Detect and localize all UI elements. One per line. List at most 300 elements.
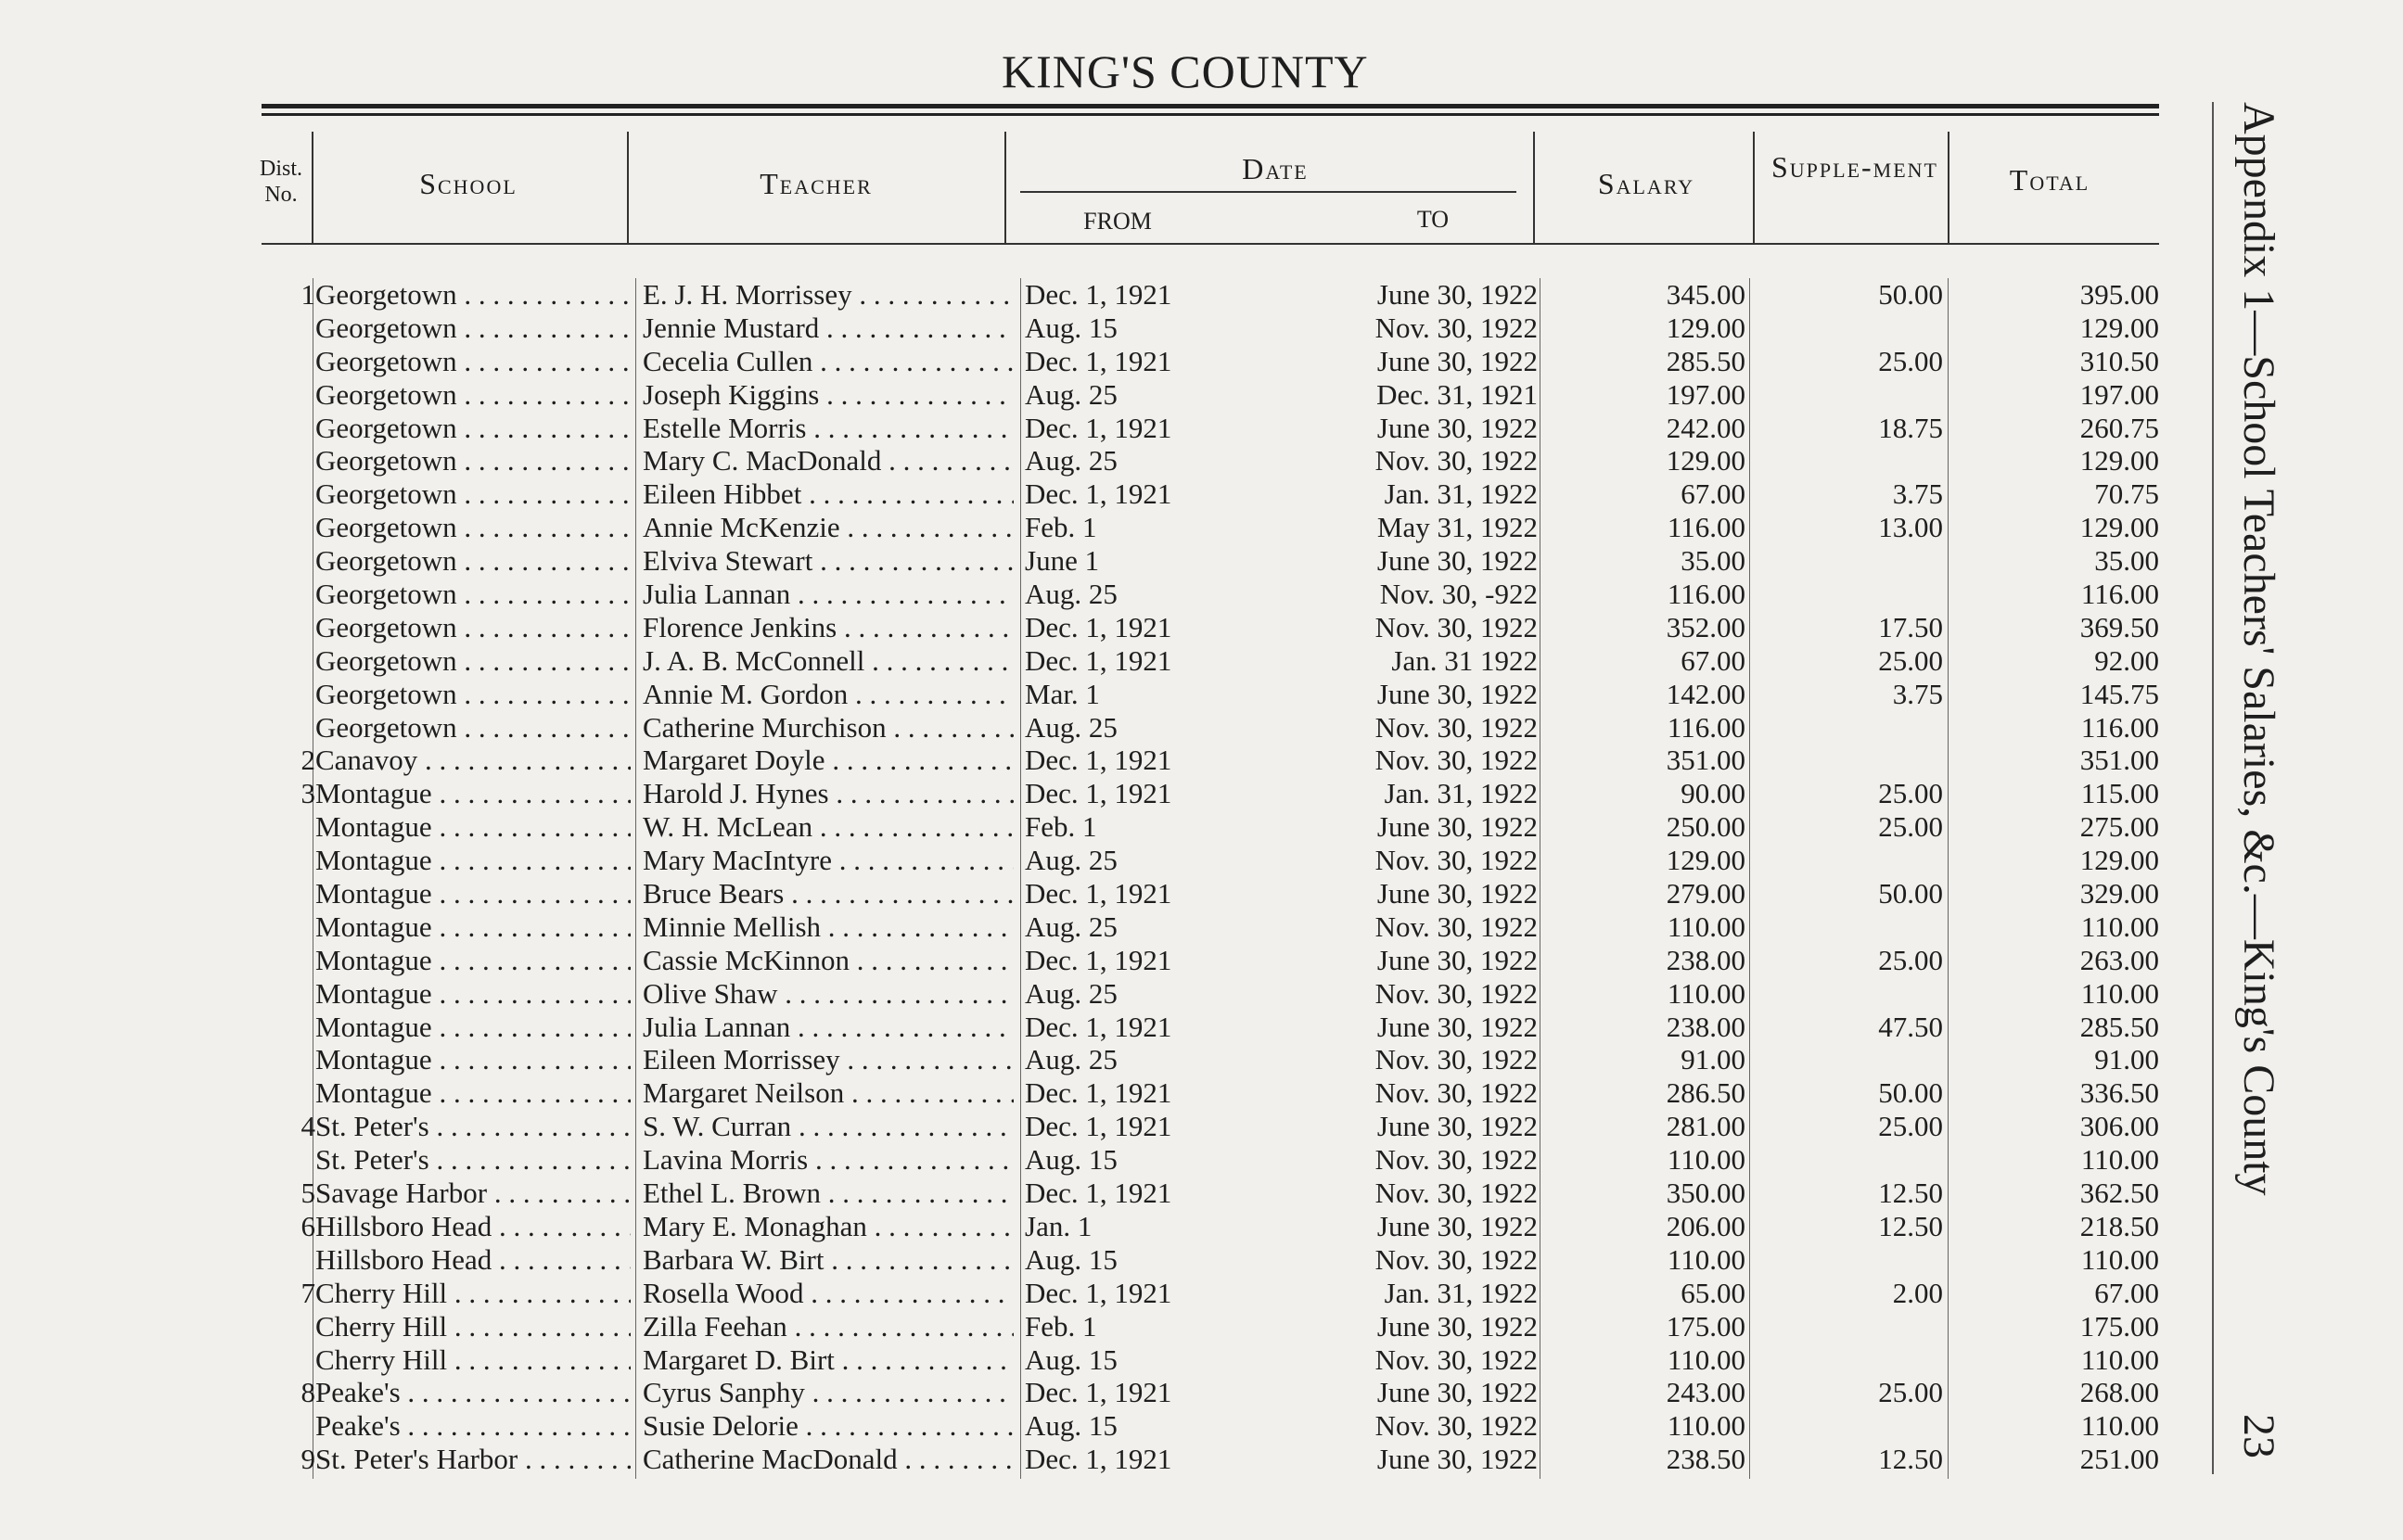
date-to-cell: Nov. 30, 1922: [1374, 1043, 1538, 1076]
teacher-cell: Ethel L. Brown . . .: [643, 1177, 1014, 1210]
school-cell: Georgetown . . .: [315, 477, 631, 511]
date-from-cell: Aug. 15: [1025, 1409, 1118, 1443]
school-cell: Montague . . .: [315, 944, 631, 977]
date-to-cell: Nov. 30, 1922: [1374, 744, 1538, 777]
supplement-cell: 25.00: [1878, 1376, 1943, 1409]
school-cell: Montague . . .: [315, 844, 631, 877]
date-to-cell: June 30, 1922: [1376, 278, 1538, 311]
total-cell: 92.00: [2094, 643, 2159, 677]
teacher-cell: Jennie Mustard . . .: [643, 312, 1014, 345]
table-row: [0, 1177, 2226, 1210]
col-divider: [1533, 132, 1535, 243]
school-cell: Montague . . .: [315, 1011, 631, 1044]
salary-cell: 197.00: [1666, 377, 1745, 411]
total-cell: 115.00: [2080, 777, 2159, 810]
supplement-cell: 25.00: [1878, 1110, 1943, 1143]
total-cell: 35.00: [2094, 544, 2159, 578]
total-cell: 110.00: [2080, 976, 2159, 1010]
salary-cell: 351.00: [1666, 744, 1745, 777]
total-cell: 70.75: [2094, 477, 2159, 511]
date-to-cell: Nov. 30, 1922: [1374, 1242, 1538, 1276]
school-cell: Montague . . .: [315, 810, 631, 844]
total-cell: 145.75: [2079, 677, 2159, 710]
teacher-cell: Eileen Morrissey . . .: [643, 1043, 1014, 1076]
total-cell: 218.50: [2079, 1209, 2159, 1242]
salary-cell: 110.00: [1667, 1409, 1745, 1443]
date-from-cell: Dec. 1, 1921: [1025, 744, 1172, 777]
salary-cell: 250.00: [1666, 810, 1745, 844]
total-cell: 275.00: [2079, 810, 2159, 844]
total-cell: 369.50: [2079, 610, 2159, 643]
salary-cell: 238.00: [1666, 943, 1745, 976]
date-from-cell: Dec. 1, 1921: [1025, 943, 1172, 976]
date-to-cell: Dec. 31, 1921: [1376, 377, 1538, 411]
teacher-cell: Margaret Neilson . . .: [643, 1076, 1014, 1110]
teacher-cell: Julia Lannan . . .: [643, 1011, 1014, 1044]
table-row: [0, 910, 2226, 944]
salary-cell: 285.50: [1666, 344, 1745, 377]
table-row: [0, 644, 2226, 678]
date-to-cell: Jan. 31, 1922: [1384, 1276, 1538, 1309]
total-cell: 129.00: [2079, 311, 2159, 344]
total-cell: 251.00: [2079, 1443, 2159, 1476]
date-from-cell: Aug. 25: [1025, 710, 1118, 744]
date-to-cell: June 30, 1922: [1376, 1010, 1538, 1043]
date-from-cell: Aug. 25: [1025, 578, 1118, 611]
table-row: [0, 312, 2226, 345]
dist-cell: 2: [300, 744, 315, 777]
salary-cell: 345.00: [1666, 278, 1745, 311]
col-header-total: Total: [2009, 163, 2090, 197]
school-cell: St. Peter's . . .: [315, 1110, 631, 1143]
teacher-cell: Cecelia Cullen . . .: [643, 345, 1014, 378]
salary-cell: 67.00: [1681, 477, 1745, 511]
supplement-cell: 2.00: [1892, 1276, 1943, 1309]
teacher-cell: J. A. B. McConnell . . .: [643, 644, 1014, 678]
school-cell: Georgetown . . .: [315, 378, 631, 412]
total-cell: 306.00: [2079, 1110, 2159, 1143]
school-cell: Cherry Hill . . .: [315, 1277, 631, 1310]
table-row: [0, 944, 2226, 977]
salary-cell: 175.00: [1666, 1309, 1745, 1343]
date-from-cell: Aug. 15: [1025, 1242, 1118, 1276]
header-bottom-rule: [262, 243, 2159, 245]
table-row: [0, 1110, 2226, 1143]
page-title: KING'S COUNTY: [1002, 45, 1369, 97]
total-cell: 129.00: [2079, 844, 2159, 877]
date-to-cell: June 30, 1922: [1376, 1309, 1538, 1343]
dist-cell: 9: [300, 1443, 315, 1476]
date-to-cell: Nov. 30, 1922: [1374, 910, 1538, 943]
date-from-cell: Aug. 15: [1025, 311, 1118, 344]
date-from-cell: Dec. 1, 1921: [1025, 777, 1172, 810]
date-from-cell: Aug. 25: [1025, 976, 1118, 1010]
table-row: [0, 1277, 2226, 1310]
dist-cell: 3: [300, 777, 315, 810]
col-header-from: FROM: [1083, 208, 1152, 235]
total-cell: 263.00: [2079, 943, 2159, 976]
table-row: [0, 1310, 2226, 1343]
total-cell: 110.00: [2080, 1242, 2159, 1276]
salary-table-body: [0, 278, 2226, 1476]
date-to-cell: June 30, 1922: [1376, 411, 1538, 444]
teacher-cell: Catherine Murchison . . .: [643, 711, 1014, 745]
teacher-cell: Margaret D. Birt . . .: [643, 1343, 1014, 1377]
salary-cell: 129.00: [1666, 844, 1745, 877]
date-from-cell: Aug. 25: [1025, 444, 1118, 477]
salary-cell: 238.00: [1666, 1010, 1745, 1043]
supplement-cell: 13.00: [1878, 511, 1943, 544]
school-cell: Peake's . . .: [315, 1376, 631, 1409]
school-cell: Montague . . .: [315, 1043, 631, 1076]
salary-cell: 110.00: [1667, 1143, 1745, 1177]
dist-cell: 4: [300, 1110, 315, 1143]
date-from-cell: Dec. 1, 1921: [1025, 278, 1172, 311]
teacher-cell: Lavina Morris . . .: [643, 1143, 1014, 1177]
date-to-cell: Nov. 30, 1922: [1374, 311, 1538, 344]
teacher-cell: Estelle Morris . . .: [643, 412, 1014, 445]
date-from-cell: Dec. 1, 1921: [1025, 1010, 1172, 1043]
school-cell: Cherry Hill . . .: [315, 1310, 631, 1343]
supplement-cell: 50.00: [1878, 278, 1943, 311]
total-cell: 260.75: [2079, 411, 2159, 444]
table-row: [0, 378, 2226, 412]
salary-cell: 206.00: [1666, 1209, 1745, 1242]
table-row: [0, 1409, 2226, 1443]
salary-cell: 35.00: [1681, 544, 1745, 578]
date-to-cell: May 31, 1922: [1376, 511, 1538, 544]
school-cell: St. Peter's . . .: [315, 1143, 631, 1177]
date-from-cell: Aug. 25: [1025, 377, 1118, 411]
total-cell: 129.00: [2079, 511, 2159, 544]
total-cell: 395.00: [2079, 278, 2159, 311]
date-from-cell: Dec. 1, 1921: [1025, 1076, 1172, 1110]
table-row: [0, 611, 2226, 644]
supplement-cell: 25.00: [1878, 777, 1943, 810]
salary-cell: 91.00: [1681, 1043, 1745, 1076]
teacher-cell: Mary MacIntyre . . .: [643, 844, 1014, 877]
salary-cell: 65.00: [1681, 1276, 1745, 1309]
date-to-cell: June 30, 1922: [1376, 1209, 1538, 1242]
school-cell: Cherry Hill . . .: [315, 1343, 631, 1377]
teacher-cell: Rosella Wood . . .: [643, 1277, 1014, 1310]
salary-cell: 116.00: [1667, 578, 1745, 611]
table-row: [0, 544, 2226, 578]
supplement-cell: 25.00: [1878, 643, 1943, 677]
salary-cell: 116.00: [1667, 710, 1745, 744]
salary-cell: 67.00: [1681, 643, 1745, 677]
total-cell: 116.00: [2080, 710, 2159, 744]
date-from-cell: Dec. 1, 1921: [1025, 877, 1172, 910]
teacher-cell: Mary C. MacDonald . . .: [643, 444, 1014, 477]
col-divider: [1004, 132, 1006, 243]
side-caption: Appendix 1—School Teachers' Salaries, &c.—King's County: [2234, 102, 2283, 1196]
supplement-cell: 50.00: [1878, 877, 1943, 910]
table-row: [0, 511, 2226, 544]
col-divider: [627, 132, 629, 243]
school-cell: Georgetown . . .: [315, 444, 631, 477]
date-from-cell: Aug. 15: [1025, 1343, 1118, 1376]
date-from-cell: Aug. 25: [1025, 910, 1118, 943]
col-header-school: School: [419, 167, 518, 200]
date-to-cell: Nov. 30, 1922: [1374, 610, 1538, 643]
table-row: [0, 1043, 2226, 1076]
salary-cell: 350.00: [1666, 1177, 1745, 1210]
date-to-cell: June 30, 1922: [1376, 677, 1538, 710]
salary-cell: 142.00: [1666, 677, 1745, 710]
school-cell: Georgetown . . .: [315, 345, 631, 378]
date-to-cell: June 30, 1922: [1376, 943, 1538, 976]
salary-cell: 90.00: [1681, 777, 1745, 810]
date-from-cell: Jan. 1: [1025, 1209, 1093, 1242]
dist-cell: 7: [300, 1276, 315, 1309]
total-cell: 310.50: [2079, 344, 2159, 377]
date-from-cell: Dec. 1, 1921: [1025, 1110, 1172, 1143]
dist-cell: 8: [300, 1376, 315, 1409]
date-to-cell: June 30, 1922: [1376, 1110, 1538, 1143]
date-to-cell: Nov. 30, -922: [1379, 578, 1538, 611]
table-row: [0, 1076, 2226, 1110]
supplement-cell: 47.50: [1878, 1010, 1943, 1043]
school-cell: Georgetown . . .: [315, 711, 631, 745]
teacher-cell: Olive Shaw . . .: [643, 977, 1014, 1011]
supplement-cell: 12.50: [1878, 1443, 1943, 1476]
dist-cell: 6: [300, 1209, 315, 1242]
total-cell: 351.00: [2079, 744, 2159, 777]
school-cell: Montague . . .: [315, 777, 631, 810]
supplement-cell: 25.00: [1878, 344, 1943, 377]
supplement-cell: 50.00: [1878, 1076, 1943, 1110]
school-cell: Georgetown . . .: [315, 278, 631, 312]
total-cell: 329.00: [2079, 877, 2159, 910]
table-row: [0, 1443, 2226, 1476]
total-cell: 175.00: [2079, 1309, 2159, 1343]
salary-cell: 129.00: [1666, 311, 1745, 344]
table-row: [0, 1011, 2226, 1044]
date-from-cell: Dec. 1, 1921: [1025, 1177, 1172, 1210]
supplement-cell: 12.50: [1878, 1209, 1943, 1242]
teacher-cell: Zilla Feehan . . .: [643, 1310, 1014, 1343]
school-cell: Peake's . . .: [315, 1409, 631, 1443]
table-row: [0, 477, 2226, 511]
side-divider: [2212, 102, 2214, 1474]
date-to-cell: Jan. 31, 1922: [1384, 477, 1538, 511]
total-cell: 197.00: [2079, 377, 2159, 411]
school-cell: St. Peter's Harbor . . .: [315, 1443, 631, 1476]
school-cell: Montague . . .: [315, 977, 631, 1011]
supplement-cell: 25.00: [1878, 810, 1943, 844]
total-cell: 67.00: [2094, 1276, 2159, 1309]
supplement-cell: 3.75: [1892, 677, 1943, 710]
table-row: [0, 444, 2226, 477]
teacher-cell: Cyrus Sanphy . . .: [643, 1376, 1014, 1409]
date-from-cell: Aug. 25: [1025, 844, 1118, 877]
teacher-cell: Annie McKenzie . . .: [643, 511, 1014, 544]
total-cell: 110.00: [2080, 1409, 2159, 1443]
school-cell: Savage Harbor . . .: [315, 1177, 631, 1210]
teacher-cell: Florence Jenkins . . .: [643, 611, 1014, 644]
col-divider: [1753, 132, 1755, 243]
date-to-cell: June 30, 1922: [1376, 1443, 1538, 1476]
table-row: [0, 810, 2226, 844]
table-row: [0, 1376, 2226, 1409]
date-to-cell: June 30, 1922: [1376, 877, 1538, 910]
total-cell: 110.00: [2080, 910, 2159, 943]
teacher-cell: Harold J. Hynes . . .: [643, 777, 1014, 810]
date-to-cell: Nov. 30, 1922: [1374, 1177, 1538, 1210]
teacher-cell: W. H. McLean . . .: [643, 810, 1014, 844]
salary-cell: 129.00: [1666, 444, 1745, 477]
total-cell: 110.00: [2080, 1143, 2159, 1177]
supplement-cell: 17.50: [1878, 610, 1943, 643]
teacher-cell: Mary E. Monaghan . . .: [643, 1210, 1014, 1243]
teacher-cell: Julia Lannan . . .: [643, 578, 1014, 611]
school-cell: Montague . . .: [315, 877, 631, 910]
date-from-cell: Dec. 1, 1921: [1025, 643, 1172, 677]
total-cell: 285.50: [2079, 1010, 2159, 1043]
table-row: [0, 711, 2226, 745]
salary-cell: 279.00: [1666, 877, 1745, 910]
date-to-cell: Jan. 31, 1922: [1384, 777, 1538, 810]
date-to-cell: Jan. 31 1922: [1391, 643, 1538, 677]
date-from-cell: Dec. 1, 1921: [1025, 610, 1172, 643]
header-double-rule-bottom: [262, 113, 2159, 116]
table-row: [0, 1210, 2226, 1243]
salary-cell: 110.00: [1667, 976, 1745, 1010]
school-cell: Georgetown . . .: [315, 511, 631, 544]
date-from-cell: Aug. 25: [1025, 1043, 1118, 1076]
teacher-cell: Margaret Doyle . . .: [643, 744, 1014, 777]
date-to-cell: June 30, 1922: [1376, 810, 1538, 844]
salary-cell: 281.00: [1666, 1110, 1745, 1143]
salary-cell: 110.00: [1667, 1242, 1745, 1276]
date-to-cell: Nov. 30, 1922: [1374, 1409, 1538, 1443]
date-to-cell: Nov. 30, 1922: [1374, 1143, 1538, 1177]
table-row: [0, 412, 2226, 445]
teacher-cell: Cassie McKinnon . . .: [643, 944, 1014, 977]
date-from-cell: Feb. 1: [1025, 810, 1097, 844]
table-row: [0, 1243, 2226, 1277]
teacher-cell: Minnie Mellish . . .: [643, 910, 1014, 944]
salary-cell: 286.50: [1666, 1076, 1745, 1110]
date-from-cell: Mar. 1: [1025, 677, 1100, 710]
salary-cell: 110.00: [1667, 1343, 1745, 1376]
teacher-cell: S. W. Curran . . .: [643, 1110, 1014, 1143]
col-header-salary: Salary: [1597, 167, 1695, 200]
table-row: [0, 578, 2226, 611]
col-divider: [312, 132, 313, 243]
date-to-cell: Nov. 30, 1922: [1374, 1343, 1538, 1376]
col-header-teacher: Teacher: [760, 167, 873, 200]
table-row: [0, 877, 2226, 910]
header-double-rule-top: [262, 104, 2159, 108]
salary-cell: 238.50: [1666, 1443, 1745, 1476]
supplement-cell: 12.50: [1878, 1177, 1943, 1210]
school-cell: Georgetown . . .: [315, 644, 631, 678]
table-row: [0, 278, 2226, 312]
col-header-supplement: Supple-ment: [1770, 150, 1938, 184]
date-from-cell: Dec. 1, 1921: [1025, 1443, 1172, 1476]
col-header-to: TO: [1416, 206, 1450, 233]
salary-cell: 242.00: [1666, 411, 1745, 444]
total-cell: 116.00: [2080, 578, 2159, 611]
teacher-cell: Bruce Bears . . .: [643, 877, 1014, 910]
school-cell: Georgetown . . .: [315, 611, 631, 644]
date-from-cell: Dec. 1, 1921: [1025, 411, 1172, 444]
total-cell: 336.50: [2079, 1076, 2159, 1110]
date-from-cell: Dec. 1, 1921: [1025, 477, 1172, 511]
salary-cell: 110.00: [1667, 910, 1745, 943]
teacher-cell: E. J. H. Morrissey . . .: [643, 278, 1014, 312]
date-from-cell: Dec. 1, 1921: [1025, 344, 1172, 377]
school-cell: Hillsboro Head . . .: [315, 1243, 631, 1277]
school-cell: Canavoy . . .: [315, 744, 631, 777]
school-cell: Georgetown . . .: [315, 312, 631, 345]
col-header-date: Date: [1242, 152, 1309, 185]
date-to-cell: June 30, 1922: [1376, 544, 1538, 578]
supplement-cell: 18.75: [1878, 411, 1943, 444]
table-row: [0, 1343, 2226, 1377]
total-cell: 362.50: [2079, 1177, 2159, 1210]
date-from-cell: June 1: [1025, 544, 1100, 578]
table-row: [0, 345, 2226, 378]
school-cell: Georgetown . . .: [315, 678, 631, 711]
teacher-cell: Barbara W. Birt . . .: [643, 1243, 1014, 1277]
date-to-cell: Nov. 30, 1922: [1374, 976, 1538, 1010]
dist-cell: 1: [300, 278, 315, 311]
dist-cell: 5: [300, 1177, 315, 1210]
salary-cell: 116.00: [1667, 511, 1745, 544]
teacher-cell: Annie M. Gordon . . .: [643, 678, 1014, 711]
date-to-cell: June 30, 1922: [1376, 344, 1538, 377]
date-from-cell: Aug. 15: [1025, 1143, 1118, 1177]
teacher-cell: Susie Delorie . . .: [643, 1409, 1014, 1443]
date-from-cell: Feb. 1: [1025, 511, 1097, 544]
school-cell: Hillsboro Head . . .: [315, 1210, 631, 1243]
table-row: [0, 977, 2226, 1011]
date-to-cell: Nov. 30, 1922: [1374, 844, 1538, 877]
date-to-cell: Nov. 30, 1922: [1374, 710, 1538, 744]
total-cell: 268.00: [2079, 1376, 2159, 1409]
salary-cell: 243.00: [1666, 1376, 1745, 1409]
table-row: [0, 777, 2226, 810]
col-header-dist: Dist. No.: [259, 157, 302, 207]
table-row: [0, 1143, 2226, 1177]
teacher-cell: Eileen Hibbet . . .: [643, 477, 1014, 511]
school-cell: Georgetown . . .: [315, 412, 631, 445]
teacher-cell: Elviva Stewart . . .: [643, 544, 1014, 578]
total-cell: 129.00: [2079, 444, 2159, 477]
date-to-cell: Nov. 30, 1922: [1374, 444, 1538, 477]
school-cell: Montague . . .: [315, 1076, 631, 1110]
school-cell: Georgetown . . .: [315, 544, 631, 578]
supplement-cell: 25.00: [1878, 943, 1943, 976]
page-number: 23: [2234, 1414, 2283, 1458]
date-from-cell: Feb. 1: [1025, 1309, 1097, 1343]
table-row: [0, 678, 2226, 711]
table-row: [0, 744, 2226, 777]
date-to-cell: June 30, 1922: [1376, 1376, 1538, 1409]
col-divider: [1948, 132, 1949, 243]
total-cell: 91.00: [2094, 1043, 2159, 1076]
date-header-rule: [1020, 191, 1516, 193]
salary-cell: 352.00: [1666, 610, 1745, 643]
teacher-cell: Joseph Kiggins . . .: [643, 378, 1014, 412]
teacher-cell: Catherine MacDonald . . .: [643, 1443, 1014, 1476]
supplement-cell: 3.75: [1892, 477, 1943, 511]
school-cell: Montague . . .: [315, 910, 631, 944]
date-to-cell: Nov. 30, 1922: [1374, 1076, 1538, 1110]
